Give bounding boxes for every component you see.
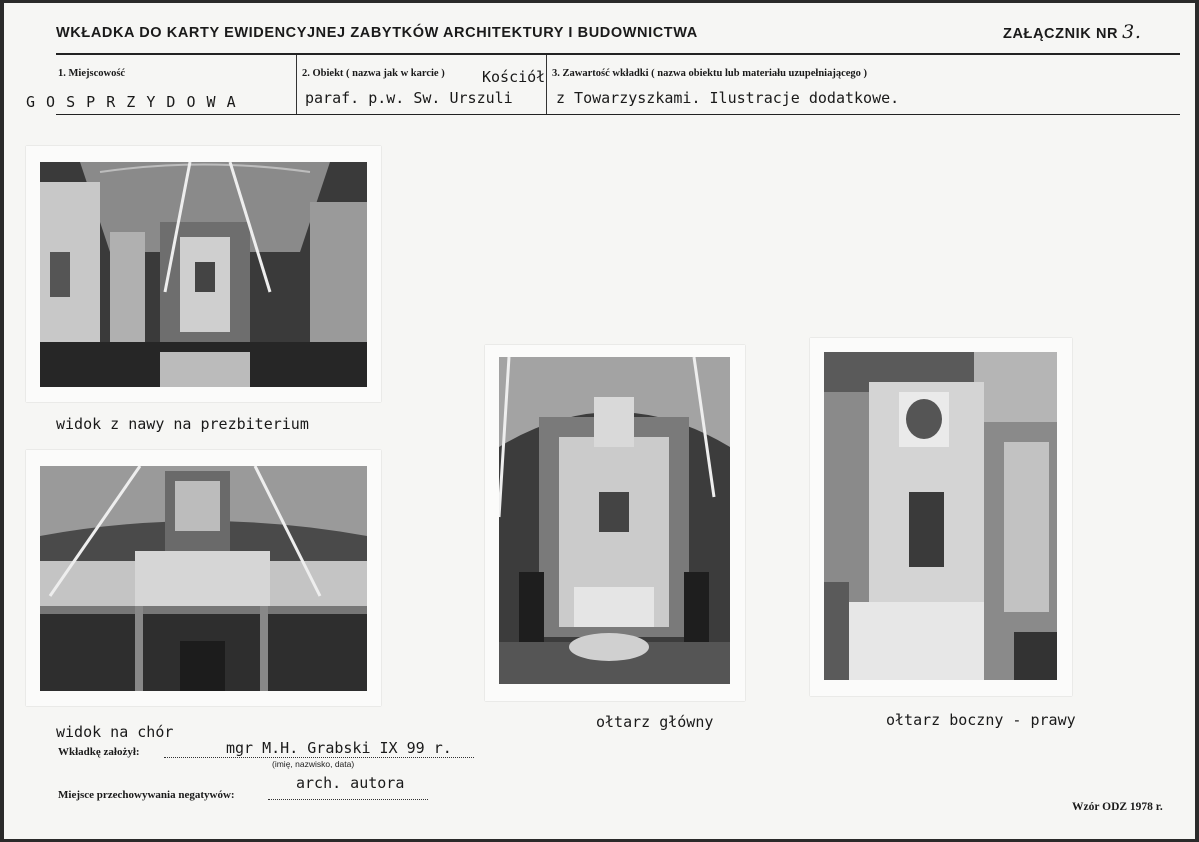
field-divider-1: [296, 55, 297, 115]
object-label: 2. Obiekt ( nazwa jak w karcie ): [302, 68, 445, 79]
caption-choir: widok na chór: [56, 723, 174, 741]
photo-side-altar: [810, 338, 1072, 696]
annex-label-text: ZAŁĄCZNIK NR: [1003, 26, 1119, 42]
storage-value: arch. autora: [296, 774, 405, 792]
contents-value: z Towarzyszkami. Ilustracje dodatkowe.: [556, 89, 900, 107]
photo-nave: [26, 146, 381, 402]
field-divider-2: [546, 55, 547, 115]
author-hint: (imię, nazwisko, data): [272, 759, 355, 769]
photo-choir: [26, 450, 381, 706]
storage-dotted-line: [268, 799, 428, 800]
author-label: Wkładkę założył:: [58, 746, 140, 758]
photo-main-altar-image: [499, 357, 730, 684]
caption-side-altar: ołtarz boczny - prawy: [886, 711, 1076, 729]
annex-number: 3.: [1122, 21, 1142, 43]
document-title: WKŁADKA DO KARTY EWIDENCYJNEJ ZABYTKÓW ARCHITEKTURY I BUDOWNICTWA: [56, 25, 698, 41]
caption-main-altar: ołtarz główny: [596, 713, 714, 731]
object-value-line1: Kościół: [482, 68, 546, 86]
header-bottom-rule: [56, 114, 1180, 115]
locality-label: 1. Miejscowość: [58, 68, 126, 79]
author-value: mgr M.H. Grabski IX 99 r.: [226, 739, 452, 757]
locality-value: G O S P R Z Y D O W A: [26, 93, 237, 111]
photo-choir-image: [40, 466, 367, 691]
photo-side-altar-image: [824, 352, 1057, 680]
photo-nave-image: [40, 162, 367, 387]
storage-label: Miejsce przechowywania negatywów:: [58, 789, 235, 801]
header-top-rule: [56, 53, 1180, 55]
form-code: Wzór ODZ 1978 r.: [1072, 801, 1163, 813]
document-sheet: [4, 3, 1195, 839]
annex-label: [1003, 21, 1141, 43]
photo-main-altar: [485, 345, 745, 701]
contents-label: 3. Zawartość wkładki ( nazwa obiektu lub materiału uzupełniającego ): [552, 68, 868, 79]
object-value-line2: paraf. p.w. Sw. Urszuli: [305, 89, 513, 107]
author-dotted-line: [164, 757, 474, 758]
caption-nave: widok z nawy na prezbiterium: [56, 415, 309, 433]
